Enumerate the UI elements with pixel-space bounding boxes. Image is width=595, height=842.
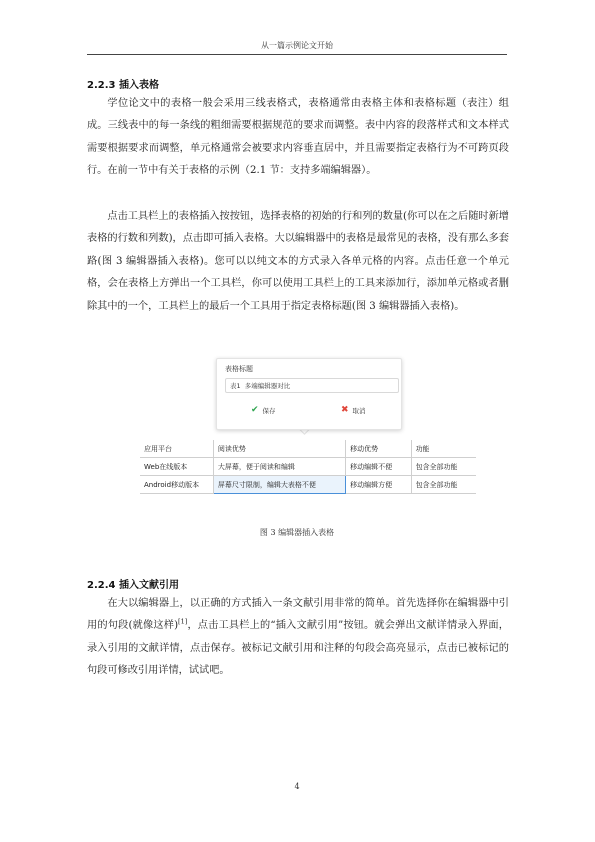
table-cell[interactable]: 包含全部功能 [411, 458, 476, 476]
check-icon: ✔ [251, 405, 259, 415]
cancel-button-label: 取消 [352, 406, 366, 415]
close-icon: ✖ [341, 405, 349, 415]
table-cell[interactable]: 包含全部功能 [411, 476, 476, 494]
citation-mark[interactable]: [1] [178, 618, 188, 627]
table-caption-input[interactable] [225, 378, 399, 393]
table-cell[interactable]: 移动编辑不便 [346, 458, 411, 476]
table-caption-popup [216, 358, 402, 430]
table-cell[interactable]: 应用平台 [140, 440, 213, 458]
citation-text-after: ，点击工具栏上的“插入文献引用”按钮。就会弹出文献详情录入界面，录入引用的文献详情，点击保存。被标记文献引用和注释的句段会高亮显示，点击已被标记的句段可修改引用详情，试试吧。 [87, 620, 509, 677]
save-button-label: 保存 [262, 406, 276, 415]
paragraph-table-intro: 学位论文中的表格一般会采用三线表格式，表格通常由表格主体和表格标题（表注）组成。三线表中的每一条线的粗细需要根据规范的要求而调整。表中内容的段落样式和文本样式需要根据要求而调整，单元格通常会被要求内容垂直居中，并且需要指定表格行为不可跨页段行。在前一节中有关于表格的示例（2.1 节：支持多端编辑器）。 [87, 98, 509, 177]
demo-table [140, 440, 476, 494]
page-number: 4 [294, 782, 300, 791]
table-cell[interactable]: 大屏幕，便于阅读和编辑 [213, 458, 345, 476]
save-button[interactable] [251, 405, 276, 415]
figure-caption: 图 3 编辑器插入表格 [259, 528, 335, 537]
paragraph-citation [87, 593, 509, 683]
table-cell[interactable]: 阅读优势 [213, 440, 345, 458]
popup-title: 表格标题 [225, 365, 253, 373]
table-row [140, 440, 476, 458]
table-row [140, 458, 476, 476]
table-cell[interactable]: Android移动版本 [140, 476, 213, 494]
section-heading-2-2-4: 2.2.4 插入文献引用 [87, 580, 179, 591]
table-cell[interactable]: 功能 [411, 440, 476, 458]
paragraph-table-insert: 点击工具栏上的表格插入按按钮，选择表格的初始的行和列的数量(你可以在之后随时新增表格的行数和列数)，点击即可插入表格。大以编辑器中的表格是最常见的表格，没有那么多套路(图 3 编辑器插入表格)。您可以以纯文本的方式录入各单元格的内容。点击任意一个单元格，会在表格上方弹出一个工具栏，你可以使用工具栏上的工具来添加行，添加单元格或者删除其中的一个，工具栏上的最后一个工具用于指定表格标题(图 3 编辑器插入表格)。 [87, 211, 509, 312]
figure-editor-table [140, 358, 476, 508]
table-cell-selected[interactable]: 屏幕尺寸限制，编辑大表格不便 [213, 476, 345, 494]
table-row [140, 476, 476, 494]
table-cell[interactable]: 移动编辑方便 [346, 476, 411, 494]
cancel-button[interactable] [341, 405, 366, 415]
header-rule [87, 54, 507, 55]
running-header: 从一篇示例论文开始 [261, 41, 333, 50]
table-cell[interactable]: 移动优势 [346, 440, 411, 458]
citation-text-before: 在大以编辑器上，以正确的方式插入一条文献引用非常的简单。首先选择你在编辑器中引用的句段(就像这样) [87, 598, 509, 632]
section-heading-2-2-3: 2.2.3 插入表格 [87, 80, 159, 91]
table-cell[interactable]: Web在线版本 [140, 458, 213, 476]
